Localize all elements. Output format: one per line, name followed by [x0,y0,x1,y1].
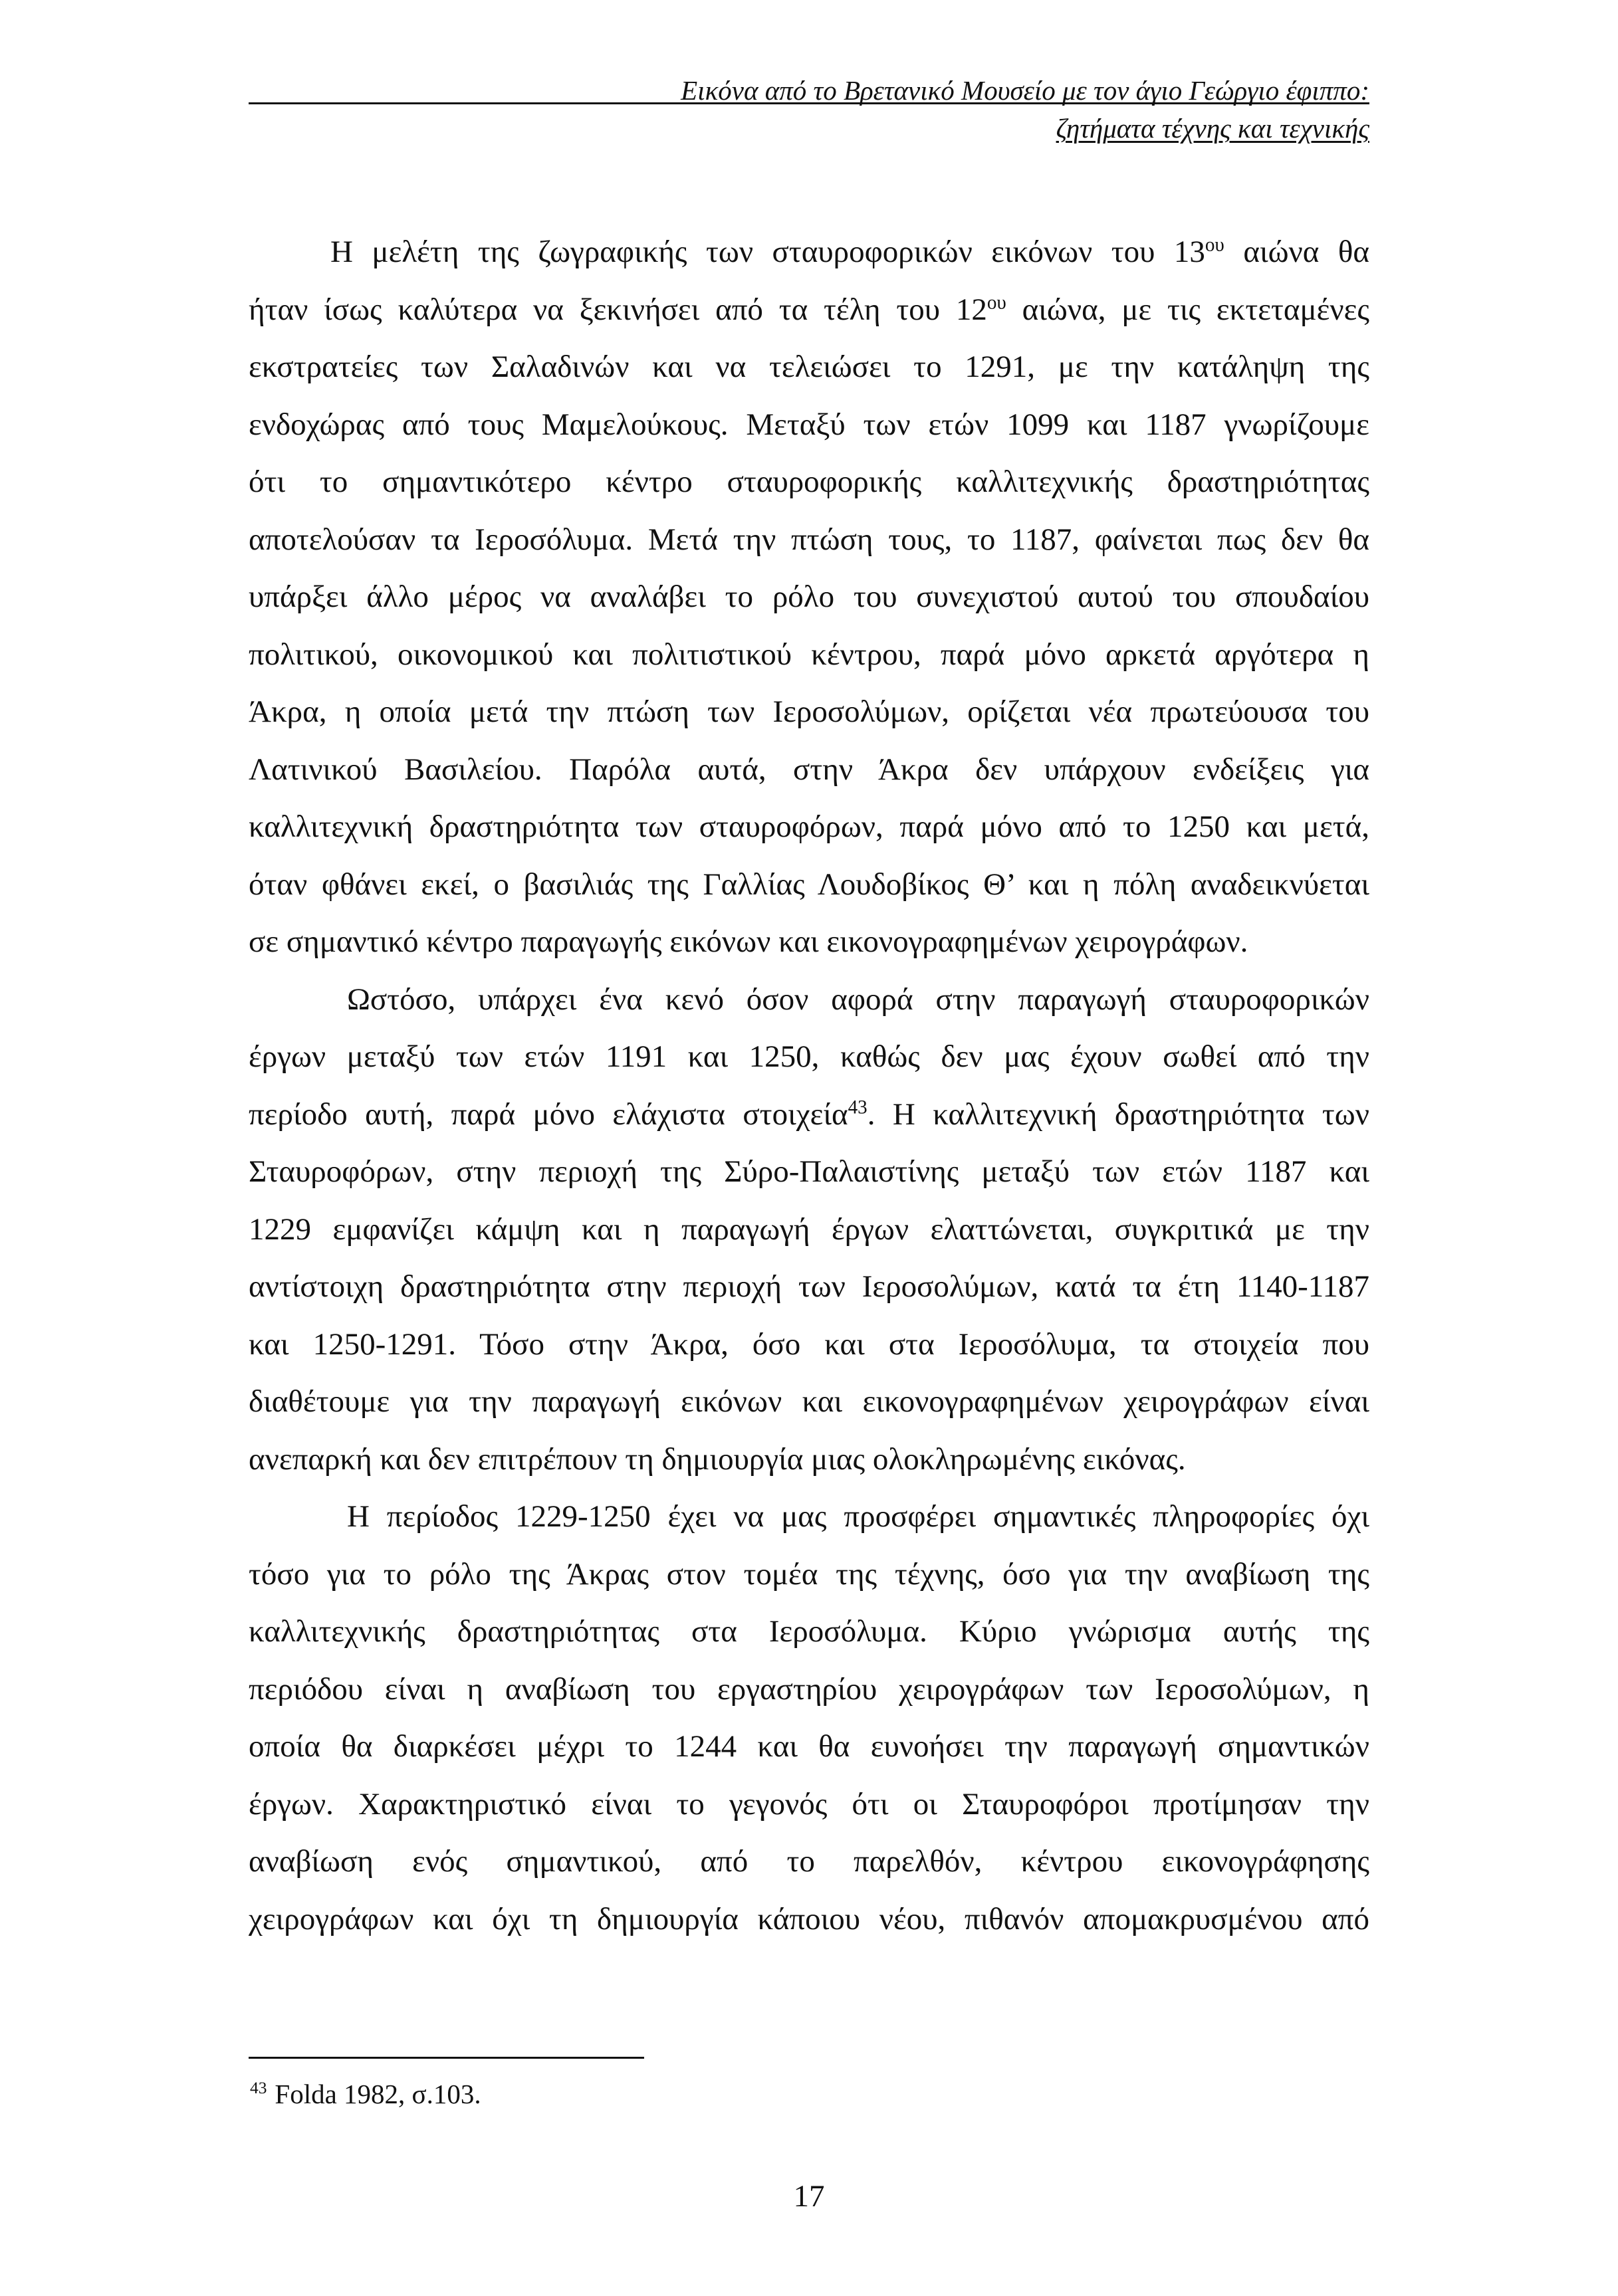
text-line [249,1086,1369,1144]
text-run: Η μελέτη της ζωγραφικής των σταυροφορικών εικόνων του 13 [330,235,1205,269]
text-line: ότι το σημαντικότερο κέντρο σταυροφορικής καλλιτεχνικής δραστηριότητας [249,465,1369,499]
footnote-mark: 43 [250,2079,267,2098]
text-line: χειρογράφων και όχι τη δημιουργία κάποιου νέου, πιθανόν απομακρυσμένου από [249,1901,1369,1936]
superscript-ordinal: ου [1205,234,1224,256]
text-line [249,223,1369,281]
paragraph-3 [249,1488,1369,1948]
text-run: . Η καλλιτεχνική δραστηριότητα των [867,1096,1369,1132]
text-line: αποτελούσαν τα Ιεροσόλυμα. Μετά την πτώση τους, το 1187, φαίνεται πως δεν θα [249,522,1369,557]
header-title-line-2 [249,110,1369,148]
footnote-separator [249,2057,644,2059]
main-text [249,223,1369,1948]
paragraph-2 [249,971,1369,1489]
text-line: διαθέτουμε για την παραγωγή εικόνων και εικονογραφημένων χειρογράφων είναι [249,1384,1369,1419]
text-line: αναβίωση ενός σημαντικού, από το παρελθόν, κέντρου εικονογράφησης [249,1844,1369,1879]
text-line: έργων. Χαρακτηριστικό είναι το γεγονός ότι οι Σταυροφόροι προτίμησαν την [249,1786,1369,1822]
text-run: ήταν ίσως καλύτερα να ξεκινήσει από τα τέλη του 12 [249,292,987,327]
superscript-ordinal: ου [986,291,1006,313]
text-line: και 1250-1291. Τόσο στην Άκρα, όσο και στα Ιεροσόλυμα, τα στοιχεία που [249,1326,1369,1362]
text-line: οποία θα διαρκέσει μέχρι το 1244 και θα ευνοήσει την παραγωγή σημαντικών [249,1729,1369,1764]
text-line: Άκρα, η οποία μετά την πτώση των Ιεροσολύμων, ορίζεται νέα πρωτεύουσα του [249,694,1369,729]
text-line: υπάρξει άλλο μέρος να αναλάβει το ρόλο του συνεχιστού αυτού του σπουδαίου [249,579,1369,614]
text-line: έργων μεταξύ των ετών 1191 και 1250, καθώς δεν μας έχουν σωθεί από την [249,1039,1369,1074]
text-line: εκστρατείες των Σαλαδινών και να τελειώσει το 1291, με την κατάληψη της [249,350,1369,384]
text-run: αιώνα, με τις εκτεταμένες [1006,292,1370,327]
text-line: Σταυροφόρων, στην περιοχή της Σύρο-Παλαιστίνης μεταξύ των ετών 1187 και [249,1154,1369,1189]
text-line: αντίστοιχη δραστηριότητα στην περιοχή των Ιεροσολύμων, κατά τα έτη 1140-1187 [249,1269,1369,1304]
text-line: καλλιτεχνική δραστηριότητα των σταυροφόρων, παρά μόνο από το 1250 και μετά, [249,809,1369,844]
text-line: Η περίοδος 1229-1250 έχει να μας προσφέρει σημαντικές πληροφορίες όχι [347,1499,1369,1534]
running-header [249,72,1369,148]
text-line: Λατινικού Βασιλείου. Παρόλα αυτά, στην Άκρα δεν υπάρχουν ενδείξεις για [249,752,1369,787]
text-line: 1229 εμφανίζει κάμψη και η παραγωγή έργων ελαττώνεται, συγκριτικά με την [249,1211,1369,1247]
header-title-line-1 [249,72,1369,110]
text-line: τόσο για το ρόλο της Άκρας στον τομέα της τέχνης, όσο για την αναβίωση της [249,1556,1369,1592]
paragraph-1 [249,223,1369,971]
header-subtitle-text: ζητήματα τέχνης και τεχνικής [1056,113,1369,144]
text-line: ανεπαρκή και δεν επιτρέπουν τη δημιουργία μιας ολοκληρωμένης εικόνας. [249,1441,1186,1477]
text-line: πολιτικού, οικονομικού και πολιτιστικού κέντρου, παρά μόνο αρκετά αργότερα η [249,637,1369,672]
text-line [249,281,1369,339]
footnote-reference: 43 [848,1096,867,1118]
text-line: σε σημαντικό κέντρο παραγωγής εικόνων και εικονογραφημένων χειρογράφων. [249,924,1248,959]
text-line: όταν φθάνει εκεί, ο βασιλιάς της Γαλλίας Λουδοβίκος Θ’ και η πόλη αναδεικνύεται [249,867,1369,902]
text-line: περιόδου είναι η αναβίωση του εργαστηρίου χειρογράφων των Ιεροσολύμων, η [249,1671,1369,1707]
text-run: περίοδο αυτή, παρά μόνο ελάχιστα στοιχεία [249,1096,848,1132]
footnote-text: Folda 1982, σ.103. [275,2079,481,2109]
text-line: καλλιτεχνικής δραστηριότητας στα Ιεροσόλυμα. Κύριο γνώρισμα αυτής της [249,1614,1369,1649]
header-title-text: Εικόνα από το Βρετανικό Μουσείο με τον άγιο Γεώργιο έφιππο: [681,75,1369,106]
footnote [250,2076,481,2112]
text-line: Ωστόσο, υπάρχει ένα κενό όσον αφορά στην παραγωγή σταυροφορικών [347,982,1369,1017]
text-line: ενδοχώρας από τους Μαμελούκους. Μεταξύ των ετών 1099 και 1187 γνωρίζουμε [249,407,1369,442]
text-run: αιώνα θα [1224,235,1370,269]
page-number: 17 [793,2179,825,2214]
